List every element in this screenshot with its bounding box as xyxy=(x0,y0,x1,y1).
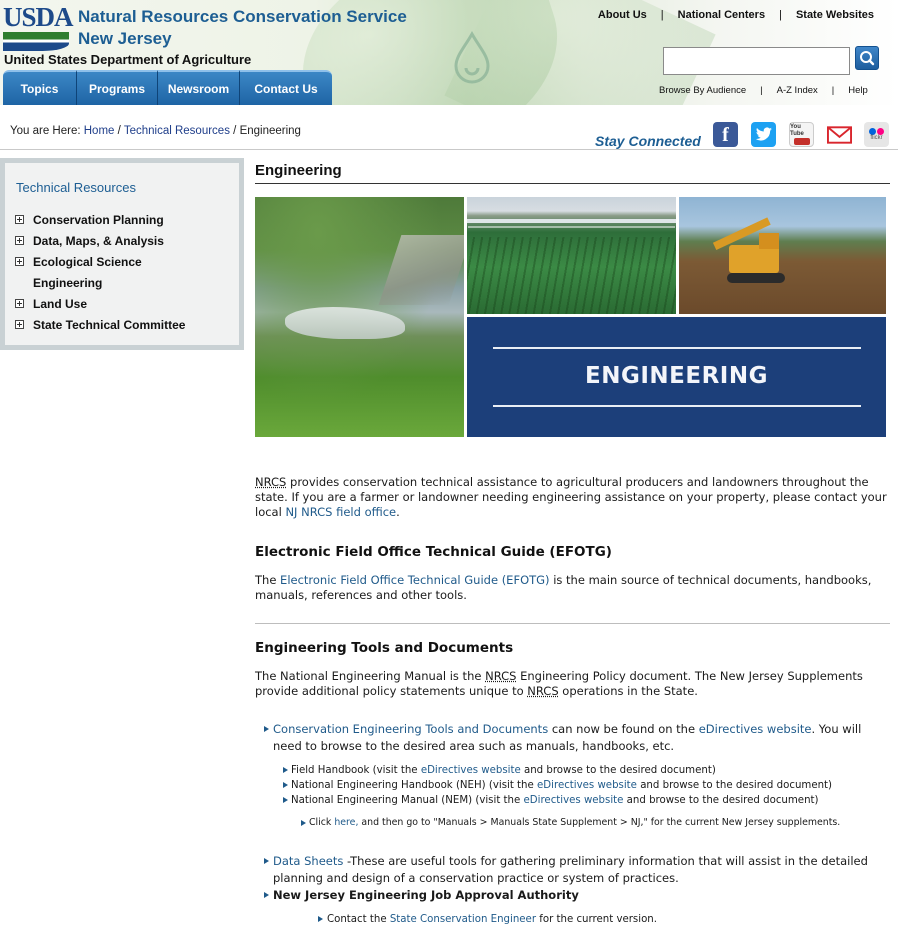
arrow-bullet-icon xyxy=(301,820,306,826)
breadcrumb xyxy=(10,125,301,137)
sub-list-item xyxy=(255,793,890,808)
agency-name[interactable]: Natural Resources Conservation Service xyxy=(78,7,407,26)
youtube-icon-play xyxy=(794,138,810,145)
main-content xyxy=(255,158,890,927)
efotg-paragraph xyxy=(255,573,890,603)
breadcrumb-separator: / xyxy=(233,125,237,137)
separator: | xyxy=(660,9,664,21)
section-divider xyxy=(255,623,890,624)
edirectives-link[interactable]: eDirectives website xyxy=(523,795,624,806)
excavator-track-shape xyxy=(727,273,785,283)
crop-rows-shape xyxy=(467,237,676,314)
edirectives-link[interactable]: eDirectives website xyxy=(420,765,521,776)
sub-list xyxy=(255,763,890,808)
list-item xyxy=(255,853,890,887)
sub-list-item xyxy=(255,763,890,778)
youtube-icon-text: You Tube xyxy=(790,124,804,137)
state-websites-link[interactable]: State Websites xyxy=(795,9,874,21)
sidebar-item-label: State Technical Committee xyxy=(33,317,186,332)
intro-text: provides conservation technical assistance to agricultural producers and landowners throughout the state. If you are a farmer or landowner needing engineering assistance on your property, please contact your local xyxy=(255,475,887,519)
twitter-bird-glyph xyxy=(755,127,773,142)
sidebar-item-label: Conservation Planning xyxy=(33,212,164,227)
breadcrumb-home-link[interactable]: Home xyxy=(83,125,115,137)
stay-connected-label: Stay Connected xyxy=(595,133,701,149)
nav-tab-contact-us[interactable]: Contact Us xyxy=(240,70,332,105)
breadcrumb-technical-resources-link[interactable]: Technical Resources xyxy=(123,125,230,137)
sidebar-item-land-use[interactable] xyxy=(15,293,239,314)
nav-tab-programs[interactable]: Programs xyxy=(77,70,158,105)
usda-logo-swoosh xyxy=(3,32,69,51)
sub-list-text: National Engineering Handbook (NEH) (visit the xyxy=(291,780,538,791)
water-spill-shape xyxy=(285,307,405,339)
hero-collage xyxy=(255,197,886,437)
excavator-photo xyxy=(679,197,886,314)
list-item-text: . You will need to browse to the desired area such as manuals, handbooks, etc. xyxy=(273,722,862,753)
excavator-cab-shape xyxy=(759,233,779,249)
click-here-item xyxy=(255,816,890,830)
sidebar-item-label: Land Use xyxy=(33,296,88,311)
separator: | xyxy=(831,85,835,96)
efotg-text-end: is the main source of technical documents, handbooks, manuals, references and other tools. xyxy=(255,573,872,602)
utility-links xyxy=(659,85,868,96)
arrow-bullet-icon xyxy=(318,916,323,922)
sub-list-text: National Engineering Manual (NEM) (visit the xyxy=(291,795,524,806)
sidebar-item-label: Engineering xyxy=(33,275,103,290)
sidebar xyxy=(0,158,244,350)
dam-shape xyxy=(379,235,464,305)
nav-tab-newsroom[interactable]: Newsroom xyxy=(158,70,240,105)
sub-list-text: Field Handbook (visit the xyxy=(291,765,421,776)
edirectives-link[interactable]: eDirectives website xyxy=(537,780,637,791)
breadcrumb-prefix: You are Here: xyxy=(10,125,81,137)
sub-list-text: and browse to the desired document) xyxy=(623,795,819,806)
nav-tab-topics[interactable]: Topics xyxy=(3,70,77,105)
expand-plus-icon[interactable] xyxy=(15,236,24,245)
sub-list-item xyxy=(255,778,890,793)
contact-text: for the current version. xyxy=(536,914,657,925)
contact-item xyxy=(255,912,890,927)
efotg-text: The xyxy=(255,573,281,587)
sub-list-text: and browse to the desired document) xyxy=(520,765,716,776)
efotg-heading: Electronic Field Office Technical Guide (EFOTG) xyxy=(255,544,612,560)
arrow-bullet-icon xyxy=(264,892,269,898)
separator: | xyxy=(760,85,763,96)
browse-by-audience-link[interactable]: Browse By Audience xyxy=(659,85,747,96)
twitter-icon[interactable] xyxy=(751,122,776,147)
site-header xyxy=(0,0,898,105)
tools-paragraph xyxy=(255,669,890,699)
breadcrumb-separator: / xyxy=(117,125,121,137)
tools-heading: Engineering Tools and Documents xyxy=(255,640,514,656)
expand-plus-icon[interactable] xyxy=(15,320,24,329)
click-here-link[interactable]: here, xyxy=(334,817,359,828)
email-icon[interactable] xyxy=(827,122,852,147)
youtube-icon[interactable] xyxy=(789,122,814,147)
flickr-icon-text: flickr xyxy=(870,135,883,141)
list-item-text: can now be found on the xyxy=(548,722,699,736)
search-button[interactable] xyxy=(855,46,879,70)
expand-plus-icon[interactable] xyxy=(15,257,24,266)
banner-text: ENGINEERING xyxy=(585,363,768,389)
sidebar-item-data-maps-analysis[interactable] xyxy=(15,230,239,251)
about-us-link[interactable]: About Us xyxy=(597,9,647,21)
search-input[interactable] xyxy=(663,47,850,75)
arrow-bullet-icon xyxy=(283,797,288,803)
sidebar-item-ecological-science[interactable] xyxy=(15,251,239,272)
search-icon xyxy=(856,47,878,69)
state-name[interactable]: New Jersey xyxy=(78,29,172,48)
sidebar-panel xyxy=(5,163,239,345)
nrcs-abbr: NRCS xyxy=(485,669,517,683)
banner-rule xyxy=(493,405,861,407)
contact-text: Contact the xyxy=(327,914,390,925)
envelope-glyph xyxy=(827,125,852,145)
banner-rule xyxy=(493,347,861,349)
click-text: and then go to "Manuals > Manuals State Supplement > NJ," for the current New Jersey supplements. xyxy=(358,817,841,828)
sidebar-title-link[interactable]: Technical Resources xyxy=(16,180,136,195)
job-approval-authority-label: New Jersey Engineering Job Approval Authority xyxy=(273,888,579,902)
sub-list-text: and browse to the desired document) xyxy=(636,780,833,791)
sidebar-item-state-technical-committee[interactable] xyxy=(15,314,239,335)
national-centers-link[interactable]: National Centers xyxy=(677,9,766,21)
intro-paragraph xyxy=(255,475,890,520)
top-links xyxy=(598,9,874,21)
flickr-icon[interactable] xyxy=(864,122,889,147)
sidebar-item-label: Ecological Science xyxy=(33,254,142,269)
excavator-body-shape xyxy=(729,245,779,273)
sidebar-item-engineering[interactable] xyxy=(15,272,239,293)
tools-text: The National Engineering Manual is the xyxy=(255,669,486,683)
pivot-irrigator-shape xyxy=(467,219,676,223)
usda-logo-text: USDA xyxy=(3,2,73,32)
conservation-engineering-tools-link[interactable]: Conservation Engineering Tools and Documents xyxy=(273,722,549,736)
data-sheets-link[interactable]: Data Sheets xyxy=(273,854,344,868)
state-conservation-engineer-link[interactable]: State Conservation Engineer xyxy=(389,914,537,925)
breadcrumb-current: Engineering xyxy=(239,125,301,137)
expand-plus-icon[interactable] xyxy=(15,215,24,224)
engineering-banner xyxy=(467,317,886,437)
intro-text-end: . xyxy=(396,505,400,519)
tools-text: operations in the State. xyxy=(558,684,698,698)
nrcs-abbr: NRCS xyxy=(527,684,559,698)
usda-logo[interactable] xyxy=(3,2,73,51)
irrigation-photo xyxy=(467,197,676,314)
edirectives-link[interactable]: eDirectives website xyxy=(698,722,812,736)
arrow-bullet-icon xyxy=(283,782,288,788)
main-nav xyxy=(3,70,332,105)
list-item-text: -These are useful tools for gathering preliminary information that will assist in the detailed planning and design of a conservation practice or system of practices. xyxy=(273,854,868,885)
water-drop-logo-icon xyxy=(442,28,502,88)
arrow-bullet-icon xyxy=(264,726,269,732)
a-z-index-link[interactable]: A-Z Index xyxy=(776,85,818,96)
breadcrumb-bar xyxy=(0,105,898,150)
page-title: Engineering xyxy=(255,162,890,184)
list-item xyxy=(255,721,890,755)
nj-nrcs-field-office-link[interactable]: NJ NRCS field office xyxy=(285,505,397,519)
spillway-photo xyxy=(255,197,464,437)
sidebar-item-conservation-planning[interactable] xyxy=(15,209,239,230)
facebook-icon[interactable]: f xyxy=(713,122,738,147)
sidebar-item-label: Data, Maps, & Analysis xyxy=(33,233,164,248)
help-link[interactable]: Help xyxy=(848,85,868,96)
department-name: United States Department of Agriculture xyxy=(4,52,252,67)
expand-plus-icon[interactable] xyxy=(15,299,24,308)
flickr-icon-dots xyxy=(869,128,884,135)
arrow-bullet-icon xyxy=(264,858,269,864)
separator: | xyxy=(779,9,782,21)
click-text: Click xyxy=(309,817,335,828)
tools-text: Engineering Policy document. The New Jersey Supplements provide additional policy statements unique to xyxy=(255,669,863,698)
list-item xyxy=(255,887,890,904)
arrow-bullet-icon xyxy=(283,767,288,773)
nrcs-abbr: NRCS xyxy=(255,475,287,489)
efotg-link[interactable]: Electronic Field Office Technical Guide (EFOTG) xyxy=(280,573,550,587)
